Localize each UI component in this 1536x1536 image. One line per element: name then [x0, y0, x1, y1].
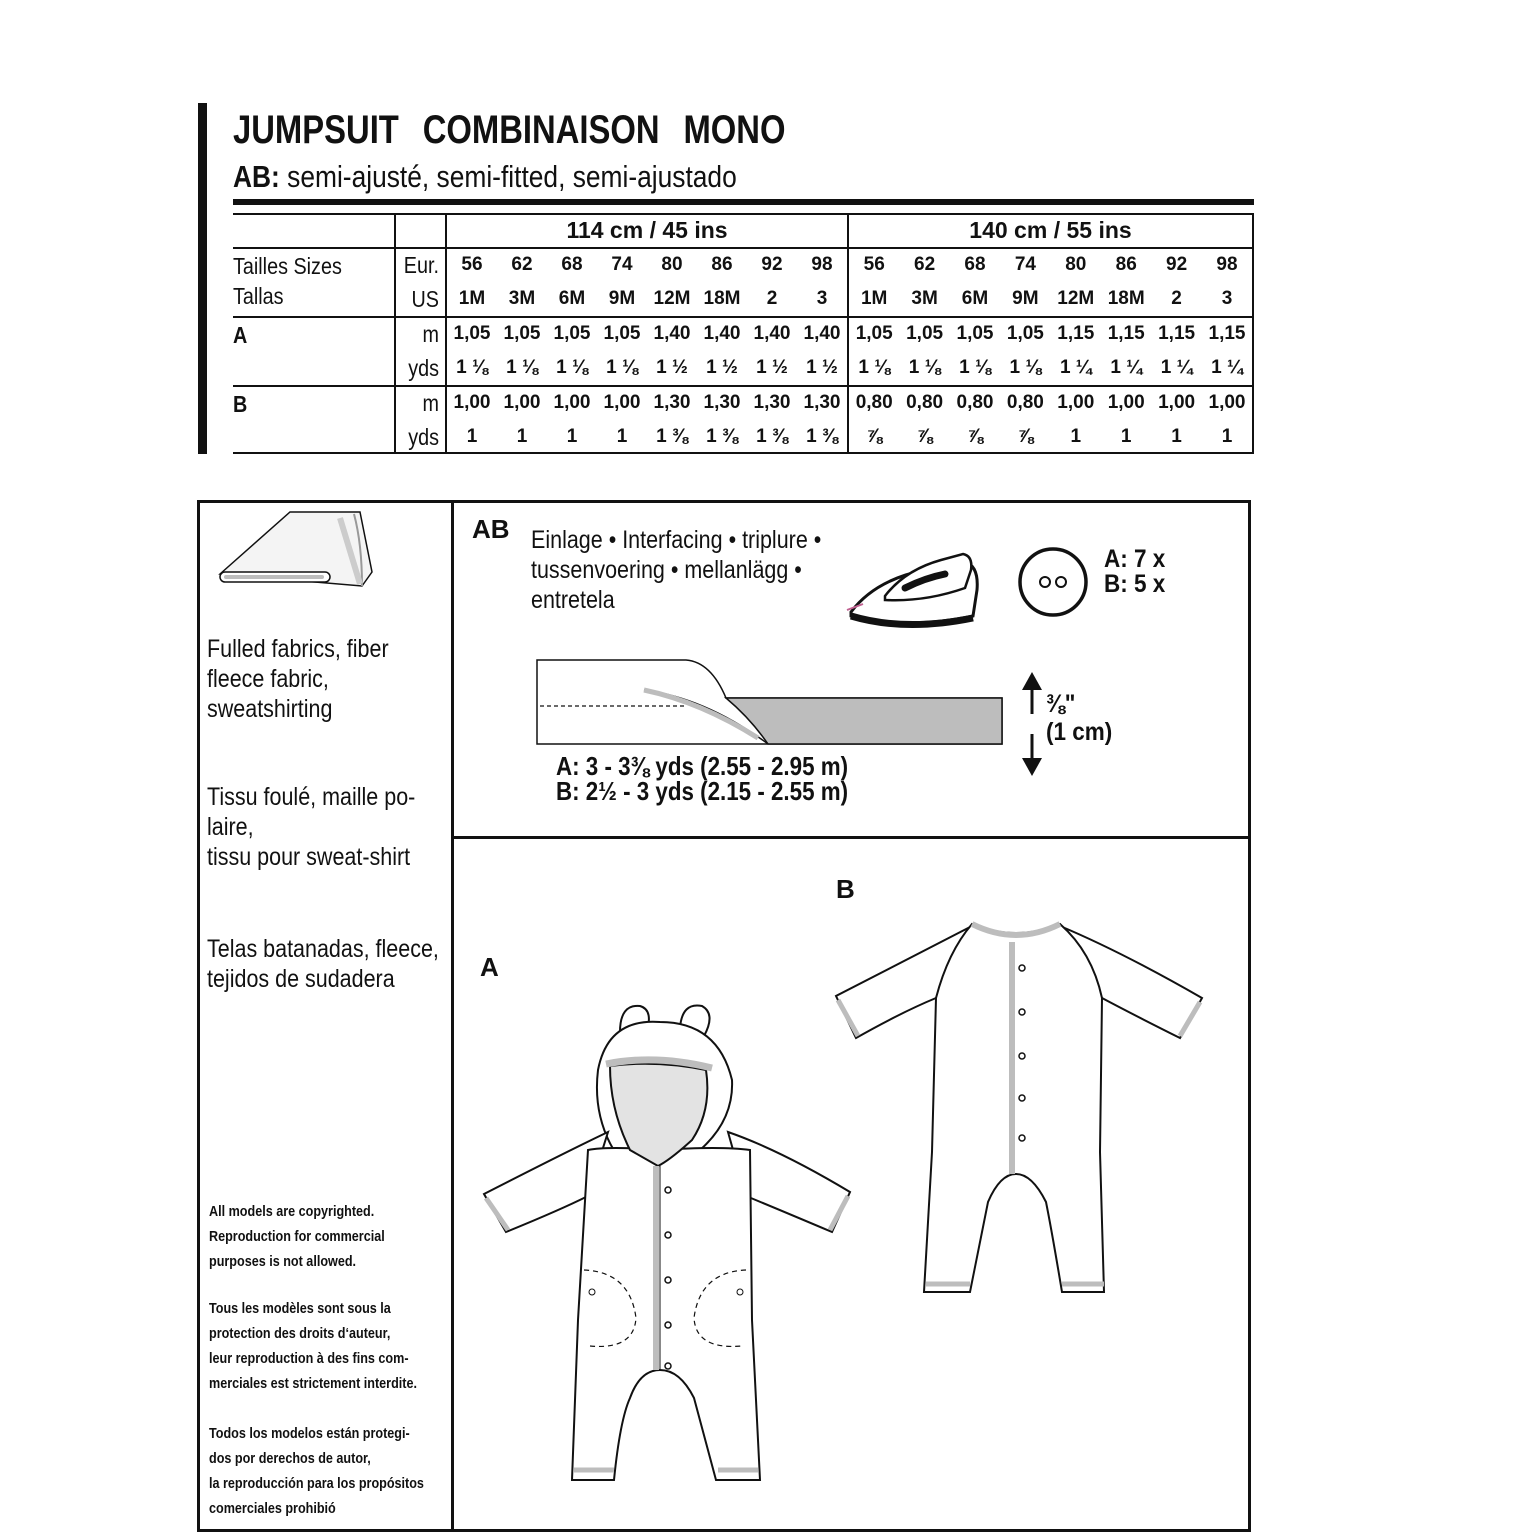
copyright-line: purposes is not allowed.	[209, 1253, 357, 1270]
copyright-line: leur reproduction à des fins com-	[209, 1350, 409, 1367]
table-cell: 1,30	[653, 392, 691, 413]
table-cell: 1M	[860, 288, 888, 309]
table-cell: ⅞	[1017, 426, 1034, 447]
interfacing-line: tussenvoering • mellanlägg •	[531, 556, 802, 584]
table-cell: ⅞	[916, 426, 933, 447]
table-cell: 1,40	[703, 323, 741, 344]
width-header-140: 140 cm / 55 ins	[969, 217, 1132, 243]
copyright-english	[209, 1199, 385, 1274]
table-cell: 9M	[608, 288, 636, 309]
row-divider	[451, 836, 1251, 839]
fabric-line: Tissu foulé, maille po-	[207, 783, 416, 811]
yards-label: yds	[408, 355, 439, 381]
table-cell: 92	[761, 254, 783, 275]
table-cell: 62	[914, 254, 936, 275]
table-cell: 1 ⅜	[756, 426, 788, 447]
table-cell: 1,05	[1006, 323, 1044, 344]
button-counts	[1104, 547, 1165, 597]
fabric-line: Telas batanadas, fleece,	[207, 935, 439, 963]
table-cell: 6M	[558, 288, 586, 309]
fabric-line: tissu pour sweat-shirt	[207, 843, 411, 871]
table-cell: 1 ¼	[1160, 357, 1193, 378]
table-cell: 1 ¼	[1110, 357, 1143, 378]
table-cell: 1,05	[453, 323, 491, 344]
table-cell: 1 ⅛	[556, 357, 588, 378]
table-cell: 1	[616, 426, 628, 447]
table-cell: 1 ½	[806, 357, 838, 378]
fabric-line: sweatshirting	[207, 695, 333, 723]
tape-width-cm: (1 cm)	[1046, 718, 1113, 746]
table-cell: 1	[466, 426, 478, 447]
jumpsuit-a-illustration	[480, 1000, 860, 1500]
table-cell: 1 ⅜	[656, 426, 688, 447]
table-cell: 1,15	[1057, 323, 1095, 344]
table-cell: 9M	[1012, 288, 1039, 309]
ribbing-tape-icon	[536, 658, 1006, 748]
table-cell: 1 ⅛	[606, 357, 638, 378]
table-cell: 1 ⅛	[908, 357, 941, 378]
table-cell: 0,80	[855, 392, 893, 413]
tape-lengths	[556, 751, 849, 806]
button-icon	[1017, 546, 1089, 618]
table-cell: 74	[1014, 254, 1036, 275]
view-b-label: B	[836, 874, 855, 904]
meters-label: m	[422, 390, 439, 416]
copyright-line: la reproducción para los propósitos	[209, 1475, 424, 1492]
table-cell: 1,00	[1107, 392, 1145, 413]
table-cell: 56	[863, 254, 885, 275]
fabric-line: tejidos de sudadera	[207, 965, 395, 993]
copyright-line: merciales est strictement interdite.	[209, 1375, 417, 1392]
interfacing-line: entretela	[531, 586, 615, 614]
table-cell: 18M	[1107, 288, 1145, 309]
table-cell: 1,05	[553, 323, 591, 344]
table-top-rule	[233, 199, 1254, 205]
table-cell: 74	[611, 254, 633, 275]
table-cell: 1,00	[503, 392, 541, 413]
table-cell: 12M	[653, 288, 691, 309]
fit-label: AB:	[233, 159, 280, 194]
table-cell: 1	[566, 426, 578, 447]
size-label-spanish: Tallas	[233, 283, 284, 309]
table-cell: 1,15	[1208, 323, 1246, 344]
fit-description	[233, 159, 737, 195]
column-divider	[451, 500, 454, 1532]
view-b-row-label: B	[233, 391, 248, 417]
table-cell: 1	[1171, 426, 1182, 447]
notions-view-label: AB	[472, 514, 510, 544]
table-cell: 1	[516, 426, 528, 447]
header-accent-bar	[198, 103, 207, 454]
table-cell: 1,30	[803, 392, 841, 413]
us-label: US	[411, 286, 439, 312]
table-cell: 1	[1070, 426, 1082, 447]
table-cell: 1,15	[1158, 323, 1196, 344]
table-cell: ⅞	[967, 426, 983, 447]
table-cell: 1,00	[1158, 392, 1196, 413]
table-cell: 1 ⅛	[506, 357, 538, 378]
table-cell: 12M	[1057, 288, 1095, 309]
table-cell: 6M	[961, 288, 989, 309]
copyright-line: Reproduction for commercial	[209, 1228, 385, 1245]
table-cell: 68	[561, 254, 583, 275]
table-cell: 1 ⅛	[1009, 357, 1042, 378]
table-cell: 1 ⅛	[959, 357, 991, 378]
table-cell: 1,15	[1107, 323, 1145, 344]
table-cell: 1 ¼	[1211, 357, 1243, 378]
meters-label: m	[422, 321, 439, 347]
size-label: Tailles Sizes	[233, 253, 342, 279]
table-cell: 80	[1065, 254, 1087, 275]
table-cell: 3	[1221, 288, 1233, 309]
table-cell: 1,00	[453, 392, 491, 413]
fit-text: semi-ajusté, semi-fitted, semi-ajustado	[287, 159, 737, 194]
fabric-line: fleece fabric,	[207, 665, 329, 693]
table-cell: ⅞	[866, 426, 883, 447]
fabric-text-spanish	[207, 934, 439, 994]
table-cell: 1,05	[503, 323, 541, 344]
view-a-row-label: A	[233, 322, 248, 348]
table-cell: 1,05	[855, 323, 893, 344]
table-cell: 1,40	[653, 323, 691, 344]
table-cell: 1 ½	[656, 357, 688, 378]
tape-length-b: B: 2½ - 3 yds (2.15 - 2.55 m)	[556, 776, 849, 806]
table-cell: 1,30	[753, 392, 791, 413]
table-cell: 2	[1171, 288, 1182, 309]
table-rule	[1252, 213, 1254, 454]
fabric-text-french	[207, 782, 415, 872]
table-cell: 1	[1221, 426, 1233, 447]
yards-label: yds	[408, 424, 439, 450]
view-a-label: A	[480, 952, 499, 982]
table-cell: 1,40	[753, 323, 791, 344]
table-cell: 1 ⅜	[706, 426, 738, 447]
iron-icon	[845, 540, 985, 630]
table-cell: 3M	[508, 288, 536, 309]
copyright-french	[209, 1296, 417, 1396]
table-cell: 1,00	[1208, 392, 1246, 413]
table-cell: 1 ⅛	[858, 357, 891, 378]
width-header-114: 114 cm / 45 ins	[566, 217, 728, 243]
copyright-line: dos por derechos de autor,	[209, 1450, 371, 1467]
jumpsuit-b-illustration	[832, 912, 1212, 1302]
tape-width-inches: ⅜"	[1046, 690, 1076, 718]
copyright-line: comerciales prohibió	[209, 1500, 336, 1517]
table-cell: 86	[1115, 254, 1137, 275]
table-cell: 1,05	[603, 323, 641, 344]
table-cell: 1 ⅜	[806, 426, 838, 447]
table-cell: 1 ½	[706, 357, 738, 378]
tape-width-label	[1046, 690, 1112, 746]
table-cell: 1,05	[956, 323, 994, 344]
table-cell: 68	[964, 254, 986, 275]
table-cell: 0,80	[956, 392, 994, 413]
table-cell: 3	[816, 288, 828, 309]
table-cell: 1,30	[703, 392, 741, 413]
fabric-line: laire,	[207, 813, 254, 841]
table-cell: 1 ½	[756, 357, 788, 378]
table-cell: 1,40	[803, 323, 841, 344]
button-count-b: B: 5 x	[1104, 570, 1166, 598]
button-count-a: A: 7 x	[1104, 545, 1166, 573]
table-cell: 0,80	[1006, 392, 1044, 413]
table-cell: 0,80	[906, 392, 944, 413]
copyright-line: Todos los modelos están protegi-	[209, 1425, 410, 1442]
fabric-line: Fulled fabrics, fiber	[207, 635, 389, 663]
table-cell: 1 ⅛	[456, 357, 488, 378]
table-cell: 18M	[703, 288, 741, 309]
fabric-bolt-icon	[212, 504, 382, 594]
table-cell: 3M	[911, 288, 938, 309]
yardage-table	[233, 199, 1254, 454]
table-cell: 1,00	[603, 392, 641, 413]
table-cell: 2	[766, 288, 778, 309]
table-cell: 1M	[458, 288, 486, 309]
width-arrow-icon	[1018, 672, 1046, 778]
copyright-line: Tous les modèles sont sous la	[209, 1300, 391, 1317]
table-cell: 1	[1120, 426, 1132, 447]
table-cell: 98	[1216, 254, 1238, 275]
copyright-line: All models are copyrighted.	[209, 1203, 375, 1220]
table-cell: 92	[1166, 254, 1188, 275]
copyright-spanish	[209, 1421, 424, 1521]
eur-label: Eur.	[403, 252, 439, 278]
table-cell: 56	[461, 254, 483, 275]
interfacing-text	[531, 525, 821, 615]
table-cell: 1,00	[553, 392, 591, 413]
copyright-line: protection des droits d‘auteur,	[209, 1325, 391, 1342]
tape-length-a: A: 3 - 3⅜ yds (2.55 - 2.95 m)	[556, 751, 849, 781]
table-cell: 98	[811, 254, 833, 275]
page-title: JUMPSUIT COMBINAISON MONO	[233, 108, 786, 152]
table-cell: 62	[511, 254, 533, 275]
table-cell: 1 ¼	[1059, 357, 1092, 378]
fabric-text-english	[207, 634, 389, 724]
table-cell: 1,05	[906, 323, 944, 344]
table-cell: 1,00	[1057, 392, 1095, 413]
interfacing-line: Einlage • Interfacing • triplure •	[531, 526, 822, 554]
table-cell: 86	[711, 254, 733, 275]
table-cell: 80	[661, 254, 683, 275]
